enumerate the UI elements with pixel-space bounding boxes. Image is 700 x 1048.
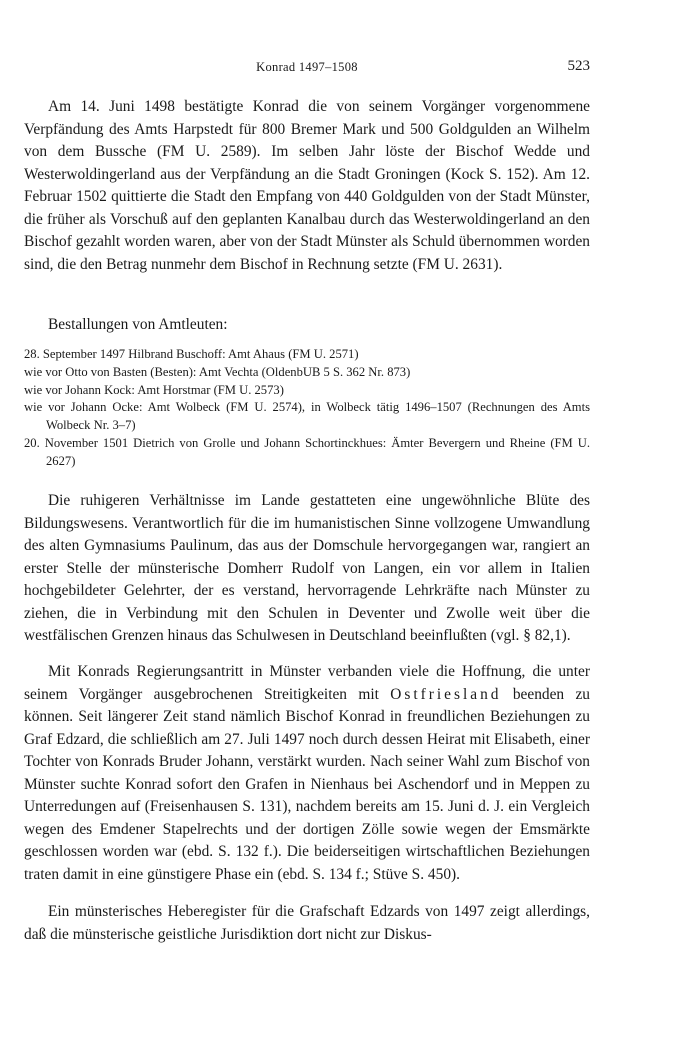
body-paragraph-east-frisia (24, 661, 590, 886)
appointments-heading: Bestallungen von Amtleuten: (48, 316, 228, 333)
body-paragraph-pledges: Am 14. Juni 1498 bestätigte Konrad die von seinem Vorgänger vorgenommene Verpfändung des Amts Harpstedt für 800 Bremer Mark und 500 Goldgulden an Wilhelm von dem Bussche (FM U. 2589). Im selben Jahr löste der Bischof Wedde und Westerwoldingerland aus der Verpfändung an die Stadt Groningen (Kock S. 152). Am 12. Februar 1502 quittierte die Stadt den Empfang von 440 Goldgulden von der Stadt Münster, die früher als Vorschuß auf den geplanten Kanalbau durch das Westerwoldingerland an den Bischof gezahlt worden waren, aber von der Stadt Münster als Schuld übernommen worden sind, die den Betrag nunmehr dem Bischof in Rechnung setzte (FM U. 2631). (24, 98, 590, 273)
page-number: 523 (567, 58, 590, 74)
appointments-list (24, 346, 590, 471)
page-header (24, 60, 590, 80)
body-paragraph-tax-register: Ein münsterisches Heberegister für die Grafschaft Edzards von 1497 zeigt allerdings, daß die münsterische geistliche Jurisdiktion dort nicht zur Diskus- (24, 903, 590, 943)
list-item: 20. November 1501 Dietrich von Grolle und Johann Schortinckhues: Ämter Bevergern und Rheine (FM U. 2627) (24, 435, 590, 468)
paragraph-text-end: beenden zu können. Seit längerer Zeit stand nämlich Bischof Konrad in freundlichen Beziehungen zu Graf Edzard, die schließlich am 27. Juli 1497 noch durch dessen Heirat mit Elisabeth, einer Tochter von Konrads Bruder Johann, verstärkt wurden. Nach seiner Wahl zum Bischof von Münster suchte Konrad sofort den Grafen in Nienhaus bei Aschendorf und in Meppen zu Unterredungen auf (Freisenhausen S. 131), nachdem bereits am 15. Juni d. J. ein Vergleich wegen des Emdener Stapelrechts und der dortigen Zölle sowie wegen der Emsmärkte geschlossen worden war (ebd. S. 132 f.). Die beiderseitigen wirtschaftlichen Beziehungen traten damit in eine günstigere Phase ein (ebd. S. 134 f.; Stüve S. 450). (24, 685, 591, 883)
list-item: wie vor Johann Ocke: Amt Wolbeck (FM U. 2574), in Wolbeck tätig 1496–1507 (Rechnungen des Amts Wolbeck Nr. 3–7) (24, 400, 590, 433)
paragraph-text-start: Mit Konrads Regierungsantritt in Münster verbanden viele die Hoffnung, die unter seinem Vorgänger ausgebrochenen Streitigkeiten mit (24, 663, 590, 703)
list-item: 28. September 1497 Hilbrand Buschoff: Amt Ahaus (FM U. 2571) (24, 347, 359, 361)
list-item: wie vor Otto von Basten (Besten): Amt Vechta (OldenbUB 5 S. 362 Nr. 873) (24, 364, 411, 379)
body-paragraph-education: Die ruhigeren Verhältnisse im Lande gestatteten eine ungewöhnliche Blüte des Bildungswesens. Verantwortlich für die im humanistischen Sinne vollzogene Umwandlung des alten Gymnasiums Paulinum, das aus der Domschule hervorgegangen war, rangiert an erster Stelle der münsterische Domherr Rudolf von Langen, ein vor allem in Italien hochgebildeter Gelehrter, der es verstand, hervorragende Lehrkräfte nach Münster zu ziehen, die in Verbindung mit den Schulen in Deventer und Zwolle weit über die westfälischen Grenzen hinaus das Schulwesen in Deutschland beeinflußten (vgl. § 82,1). (24, 492, 590, 644)
list-item: wie vor Johann Kock: Amt Horstmar (FM U. 2573) (24, 382, 284, 397)
spaced-place-name: Ostfriesland (390, 685, 502, 703)
running-title: Konrad 1497–1508 (256, 60, 358, 74)
